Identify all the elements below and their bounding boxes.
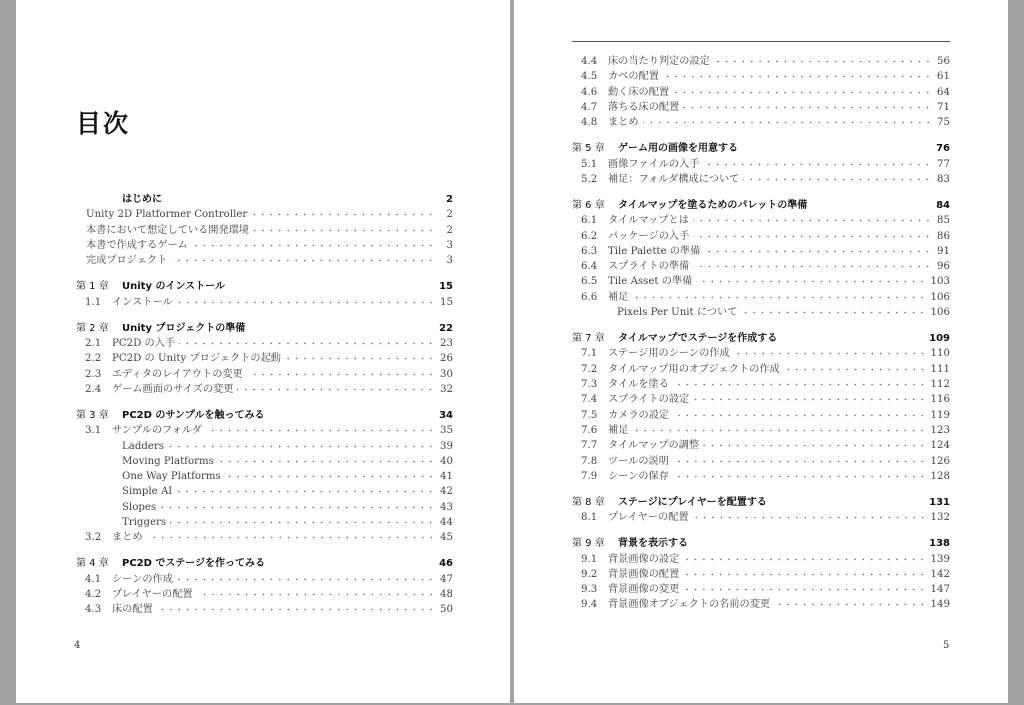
section-title: Triggers bbox=[122, 517, 167, 529]
chapter-page: 34 bbox=[439, 409, 453, 421]
section-title: 背景画像オブジェクトの名前の変更 bbox=[608, 599, 771, 611]
section-title: パッケージの入手 bbox=[608, 230, 690, 242]
toc-section-entry[interactable] bbox=[76, 336, 453, 351]
toc-section-entry[interactable] bbox=[572, 69, 950, 84]
toc-chapter-entry[interactable] bbox=[572, 331, 950, 346]
chapter-title: ゲーム用の画像を用意する bbox=[618, 143, 738, 155]
toc-chapter-entry[interactable] bbox=[572, 198, 950, 213]
dot-leader bbox=[703, 157, 932, 167]
toc-section-entry[interactable] bbox=[572, 582, 950, 597]
section-number: 2.2 bbox=[85, 353, 102, 365]
dot-leader bbox=[703, 438, 926, 448]
section-page: 47 bbox=[440, 573, 453, 585]
dot-leader bbox=[693, 259, 932, 269]
chapter-label: 第 5 章 bbox=[572, 143, 605, 155]
page-number: 5 bbox=[943, 640, 950, 651]
section-page: 149 bbox=[930, 599, 950, 611]
toc-section-entry[interactable] bbox=[572, 408, 950, 423]
section-page: 26 bbox=[440, 353, 453, 365]
toc-section-entry[interactable] bbox=[572, 100, 950, 115]
section-number: 3.1 bbox=[85, 425, 102, 437]
dot-leader bbox=[714, 54, 932, 64]
dot-leader bbox=[693, 229, 932, 239]
section-page: 32 bbox=[440, 383, 453, 395]
dot-leader bbox=[673, 469, 927, 479]
toc-section-entry[interactable] bbox=[572, 454, 950, 469]
dot-leader bbox=[197, 587, 435, 597]
chapter-title: Unity プロジェクトの準備 bbox=[122, 322, 246, 334]
section-title: ツールの説明 bbox=[608, 455, 669, 467]
section-title: 動く床の配置 bbox=[608, 86, 670, 98]
toc-section-entry[interactable] bbox=[572, 377, 950, 392]
chapter-page: 22 bbox=[439, 322, 453, 334]
section-number: 6.3 bbox=[581, 245, 598, 257]
section-page: 45 bbox=[440, 532, 453, 544]
section-number: 7.6 bbox=[581, 424, 598, 436]
section-page: 39 bbox=[440, 440, 453, 452]
section-title: 完成プロジェクト bbox=[86, 255, 168, 267]
toc-section-entry[interactable] bbox=[76, 367, 453, 382]
section-page: 112 bbox=[930, 379, 950, 391]
section-title: カベの配置 bbox=[608, 71, 659, 83]
section-title: 本書において想定している開発環境 bbox=[86, 224, 249, 236]
left-page bbox=[16, 0, 510, 703]
toc-section-entry[interactable] bbox=[76, 223, 453, 238]
dot-leader bbox=[160, 500, 435, 510]
toc-section-entry[interactable] bbox=[572, 213, 950, 228]
page-number: 4 bbox=[74, 640, 81, 651]
section-page: 91 bbox=[937, 245, 950, 257]
chapter-title: PC2D のサンプルを触ってみる bbox=[122, 409, 265, 421]
toc-subsection-entry[interactable] bbox=[572, 305, 950, 320]
toc-section-entry[interactable] bbox=[76, 351, 453, 366]
section-title: タイルを塗る bbox=[608, 379, 669, 391]
section-title: 補足 bbox=[608, 291, 629, 303]
section-title: タイルマップ用のオブジェクトの作成 bbox=[608, 363, 780, 375]
dot-leader bbox=[176, 484, 435, 494]
toc-section-entry[interactable] bbox=[76, 423, 453, 438]
chapter-label: 第 9 章 bbox=[572, 538, 605, 550]
section-page: 30 bbox=[440, 368, 453, 380]
section-number: 7.8 bbox=[581, 455, 598, 467]
section-number: 4.6 bbox=[581, 86, 598, 98]
section-page: 83 bbox=[937, 173, 950, 185]
section-number: 4.3 bbox=[85, 604, 102, 616]
dot-leader bbox=[673, 377, 927, 387]
section-page: 77 bbox=[937, 158, 950, 170]
toc-section-entry[interactable] bbox=[572, 259, 950, 274]
section-title: Ladders bbox=[122, 440, 165, 452]
section-title: 本書で作成するゲーム bbox=[86, 239, 188, 251]
section-page: 86 bbox=[937, 230, 950, 242]
header-rule bbox=[572, 41, 950, 42]
section-page: 111 bbox=[930, 363, 950, 375]
section-title: スプライトの設定 bbox=[608, 394, 690, 406]
dot-leader bbox=[673, 454, 927, 464]
dot-leader bbox=[285, 351, 435, 361]
right-page bbox=[514, 0, 1008, 703]
section-number: 2.1 bbox=[85, 337, 102, 349]
toc-heading: 目次 bbox=[76, 109, 131, 138]
chapter-label: 第 7 章 bbox=[572, 333, 605, 345]
section-number: 4.7 bbox=[581, 101, 598, 113]
toc-chapter-entry[interactable] bbox=[572, 536, 950, 551]
chapter-page: 138 bbox=[929, 538, 950, 550]
toc-chapter-entry[interactable] bbox=[76, 192, 453, 207]
section-page: 42 bbox=[440, 486, 453, 498]
section-page: 3 bbox=[446, 255, 453, 267]
section-title: シーンの保存 bbox=[608, 470, 669, 482]
section-title: サンプルのフォルダ bbox=[112, 425, 202, 437]
section-title: ゲーム画面のサイズの変更 bbox=[112, 383, 234, 395]
section-title: Simple AI bbox=[122, 486, 173, 498]
toc-section-entry[interactable] bbox=[572, 115, 950, 130]
dot-leader bbox=[663, 69, 932, 79]
section-page: 147 bbox=[930, 584, 950, 596]
section-page: 103 bbox=[930, 276, 950, 288]
dot-leader bbox=[253, 223, 435, 233]
chapter-page: 46 bbox=[439, 558, 453, 570]
dot-leader bbox=[673, 408, 926, 418]
toc-subsection-entry[interactable] bbox=[76, 484, 453, 499]
section-page: 128 bbox=[930, 470, 950, 482]
dot-leader bbox=[784, 362, 927, 372]
section-page: 41 bbox=[440, 471, 453, 483]
toc-subsection-entry[interactable] bbox=[76, 454, 453, 469]
section-page: 116 bbox=[930, 394, 950, 406]
section-number: 9.4 bbox=[581, 599, 598, 611]
section-title: ステージ用のシーンの作成 bbox=[608, 348, 730, 360]
toc-subsection-entry[interactable] bbox=[76, 515, 453, 530]
dot-leader bbox=[683, 552, 926, 562]
chapter-title: タイルマップでステージを作成する bbox=[618, 333, 778, 345]
chapter-title: はじめに bbox=[122, 194, 162, 205]
toc-section-entry[interactable] bbox=[572, 552, 950, 567]
dot-leader bbox=[170, 515, 435, 525]
section-title: One Way Platforms bbox=[122, 471, 221, 483]
section-number: 2.4 bbox=[85, 383, 102, 395]
section-page: 75 bbox=[937, 117, 950, 129]
toc-chapter-entry[interactable] bbox=[76, 556, 453, 571]
section-page: 44 bbox=[440, 517, 453, 529]
section-page: 110 bbox=[930, 348, 950, 360]
toc-section-entry[interactable] bbox=[572, 392, 950, 407]
dot-leader bbox=[774, 597, 926, 607]
toc-section-entry[interactable] bbox=[572, 290, 950, 305]
chapter-label: 第 1 章 bbox=[76, 281, 109, 293]
section-number: 9.1 bbox=[581, 553, 598, 565]
toc-section-entry[interactable] bbox=[76, 295, 453, 310]
section-number: 9.2 bbox=[581, 568, 598, 580]
section-number: 8.1 bbox=[581, 512, 598, 524]
section-page: 123 bbox=[930, 424, 950, 436]
toc-section-entry[interactable] bbox=[572, 157, 950, 172]
toc-section-entry[interactable] bbox=[572, 229, 950, 244]
toc-section-entry[interactable] bbox=[572, 54, 950, 69]
chapter-label: 第 4 章 bbox=[76, 558, 109, 570]
section-title: 落ちる床の配置 bbox=[608, 101, 680, 113]
section-title: 床の当たり判定の設定 bbox=[608, 56, 710, 67]
section-page: 139 bbox=[930, 553, 950, 565]
toc-section-entry[interactable] bbox=[572, 274, 950, 289]
toc-section-entry[interactable] bbox=[76, 602, 453, 617]
toc-chapter-entry[interactable] bbox=[76, 408, 453, 423]
chapter-title: 背景を表示する bbox=[618, 538, 688, 550]
section-number: 7.3 bbox=[581, 379, 598, 391]
dot-leader bbox=[168, 439, 435, 449]
section-page: 43 bbox=[440, 501, 453, 513]
dot-leader bbox=[643, 115, 932, 125]
section-title: タイルマップとは bbox=[608, 215, 689, 227]
section-title: 補足 bbox=[608, 424, 629, 436]
dot-leader bbox=[734, 346, 927, 356]
section-number: 7.9 bbox=[581, 470, 598, 482]
dot-leader bbox=[683, 582, 926, 592]
toc-section-entry[interactable] bbox=[572, 423, 950, 438]
dot-leader bbox=[237, 382, 435, 392]
section-number: 5.2 bbox=[581, 173, 598, 185]
section-page: 64 bbox=[937, 86, 950, 98]
toc-section-entry[interactable] bbox=[572, 346, 950, 361]
dot-leader bbox=[704, 244, 932, 254]
section-page: 61 bbox=[937, 71, 950, 83]
toc-list-right bbox=[572, 54, 950, 613]
section-number: 1.1 bbox=[85, 296, 102, 308]
toc-section-entry[interactable] bbox=[572, 567, 950, 582]
section-title: 背景画像の配置 bbox=[608, 568, 680, 580]
dot-leader bbox=[632, 290, 926, 300]
chapter-title: ステージにプレイヤーを配置する bbox=[618, 496, 767, 508]
section-title: プレイヤーの配置 bbox=[608, 512, 689, 524]
chapter-page: 131 bbox=[929, 496, 950, 508]
toc-section-entry[interactable] bbox=[572, 469, 950, 484]
toc-section-entry[interactable] bbox=[572, 172, 950, 187]
section-page: 50 bbox=[440, 604, 453, 616]
section-page: 23 bbox=[440, 337, 453, 349]
toc-section-entry[interactable] bbox=[572, 85, 950, 100]
section-number: 7.7 bbox=[581, 440, 598, 452]
chapter-page: 2 bbox=[446, 194, 453, 205]
dot-leader bbox=[171, 253, 435, 263]
section-title: シーンの作成 bbox=[112, 573, 173, 585]
toc-section-entry[interactable] bbox=[76, 587, 453, 602]
section-page: 132 bbox=[930, 512, 950, 524]
section-title: エディタのレイアウトの変更 bbox=[112, 368, 243, 380]
section-number: 6.6 bbox=[581, 291, 598, 303]
section-page: 71 bbox=[937, 101, 950, 113]
section-number: 7.5 bbox=[581, 409, 598, 421]
dot-leader bbox=[693, 213, 932, 223]
toc-section-entry[interactable] bbox=[572, 362, 950, 377]
chapter-page: 84 bbox=[936, 199, 950, 211]
section-title: タイルマップの調整 bbox=[608, 440, 700, 452]
dot-leader bbox=[741, 305, 926, 315]
chapter-page: 109 bbox=[929, 333, 950, 345]
section-number: 7.4 bbox=[581, 394, 598, 406]
toc-section-entry[interactable] bbox=[572, 438, 950, 453]
dot-leader bbox=[177, 295, 435, 305]
dot-leader bbox=[218, 454, 435, 464]
toc-chapter-entry[interactable] bbox=[572, 495, 950, 510]
chapter-label: 第 6 章 bbox=[572, 199, 605, 211]
dot-leader bbox=[683, 567, 926, 577]
dot-leader bbox=[693, 510, 927, 520]
toc-subsection-entry[interactable] bbox=[76, 500, 453, 515]
dot-leader bbox=[192, 238, 435, 248]
section-title: Pixels Per Unit について bbox=[617, 307, 738, 319]
dot-leader bbox=[673, 85, 932, 95]
section-number: 6.1 bbox=[581, 215, 598, 227]
section-number: 7.1 bbox=[581, 348, 598, 360]
toc-chapter-entry[interactable] bbox=[76, 321, 453, 336]
section-number: 3.2 bbox=[85, 532, 102, 544]
section-title: インストール bbox=[112, 296, 173, 308]
toc-section-entry[interactable] bbox=[76, 572, 453, 587]
section-page: 3 bbox=[446, 239, 453, 251]
dot-leader bbox=[206, 423, 435, 433]
section-page: 15 bbox=[440, 296, 453, 308]
section-title: PC2D の入手 bbox=[112, 337, 176, 349]
dot-leader bbox=[177, 572, 435, 582]
section-title: スプライトの準備 bbox=[608, 261, 690, 273]
section-number: 5.1 bbox=[581, 158, 598, 170]
dot-leader bbox=[179, 336, 435, 346]
section-title: Tile Palette の準備 bbox=[608, 245, 701, 257]
section-number: 4.4 bbox=[581, 56, 598, 67]
section-number: 2.3 bbox=[85, 368, 102, 380]
dot-leader bbox=[147, 530, 435, 540]
section-number: 4.5 bbox=[581, 71, 598, 83]
section-title: Moving Platforms bbox=[122, 455, 214, 467]
section-title: まとめ bbox=[608, 117, 639, 129]
section-title: Tile Asset の準備 bbox=[608, 276, 693, 288]
toc-section-entry[interactable] bbox=[572, 244, 950, 259]
toc-section-entry[interactable] bbox=[76, 238, 453, 253]
section-title: 背景画像の変更 bbox=[608, 584, 680, 596]
toc-subsection-entry[interactable] bbox=[76, 439, 453, 454]
dot-leader bbox=[693, 392, 926, 402]
chapter-page: 15 bbox=[439, 281, 453, 293]
section-page: 48 bbox=[440, 589, 453, 601]
section-number: 6.4 bbox=[581, 261, 598, 273]
toc-section-entry[interactable] bbox=[572, 510, 950, 525]
section-title: 補足：フォルダ構成について bbox=[608, 173, 740, 185]
section-page: 106 bbox=[930, 307, 950, 319]
dot-leader bbox=[157, 602, 435, 612]
toc-section-entry[interactable] bbox=[572, 597, 950, 612]
toc-subsection-entry[interactable] bbox=[76, 469, 453, 484]
section-page: 126 bbox=[930, 455, 950, 467]
section-title: カメラの設定 bbox=[608, 409, 670, 421]
section-page: 56 bbox=[937, 56, 950, 67]
chapter-title: タイルマップを塗るためのパレットの準備 bbox=[618, 199, 808, 211]
section-number: 7.2 bbox=[581, 363, 598, 375]
section-title: 背景画像の設定 bbox=[608, 553, 680, 565]
dot-leader bbox=[696, 274, 926, 284]
dot-leader bbox=[632, 423, 926, 433]
section-title: まとめ bbox=[112, 532, 143, 544]
section-title: 床の配置 bbox=[112, 604, 153, 616]
section-number: 4.8 bbox=[581, 117, 598, 129]
section-page: 40 bbox=[440, 455, 453, 467]
toc-chapter-entry[interactable] bbox=[572, 141, 950, 156]
chapter-label: 第 2 章 bbox=[76, 322, 109, 334]
section-page: 124 bbox=[930, 440, 950, 452]
chapter-title: Unity のインストール bbox=[122, 281, 225, 293]
toc-section-entry[interactable] bbox=[76, 382, 453, 397]
section-page: 2 bbox=[446, 224, 453, 236]
section-page: 35 bbox=[440, 425, 453, 437]
section-page: 119 bbox=[930, 409, 950, 421]
toc-section-entry[interactable] bbox=[76, 253, 453, 268]
dot-leader bbox=[247, 367, 435, 377]
section-title: PC2D の Unity プロジェクトの起動 bbox=[112, 353, 281, 365]
section-title: 画像ファイルの入手 bbox=[608, 158, 700, 170]
toc-section-entry[interactable] bbox=[76, 530, 453, 545]
section-number: 4.1 bbox=[85, 573, 102, 585]
section-title: プレイヤーの配置 bbox=[112, 589, 193, 601]
chapter-page: 76 bbox=[936, 143, 950, 155]
section-number: 6.2 bbox=[581, 230, 598, 242]
dot-leader bbox=[683, 100, 932, 110]
section-number: 9.3 bbox=[581, 584, 598, 596]
section-page: 96 bbox=[937, 261, 950, 273]
toc-chapter-entry[interactable] bbox=[76, 279, 453, 294]
section-page: 85 bbox=[937, 215, 950, 227]
section-title: Slopes bbox=[122, 501, 157, 513]
section-page: 142 bbox=[930, 568, 950, 580]
dot-leader bbox=[225, 469, 435, 479]
chapter-title: PC2D でステージを作ってみる bbox=[122, 558, 266, 570]
toc-section-entry[interactable] bbox=[76, 207, 453, 222]
section-page: 106 bbox=[930, 291, 950, 303]
chapter-label: 第 8 章 bbox=[572, 496, 605, 508]
section-title: Unity 2D Platformer Controller bbox=[86, 209, 248, 221]
dot-leader bbox=[743, 172, 932, 182]
dot-leader bbox=[251, 207, 435, 217]
section-page: 2 bbox=[446, 209, 453, 221]
section-number: 4.2 bbox=[85, 589, 102, 601]
chapter-label: 第 3 章 bbox=[76, 409, 109, 421]
toc-list-left bbox=[76, 192, 453, 618]
section-number: 6.5 bbox=[581, 276, 598, 288]
